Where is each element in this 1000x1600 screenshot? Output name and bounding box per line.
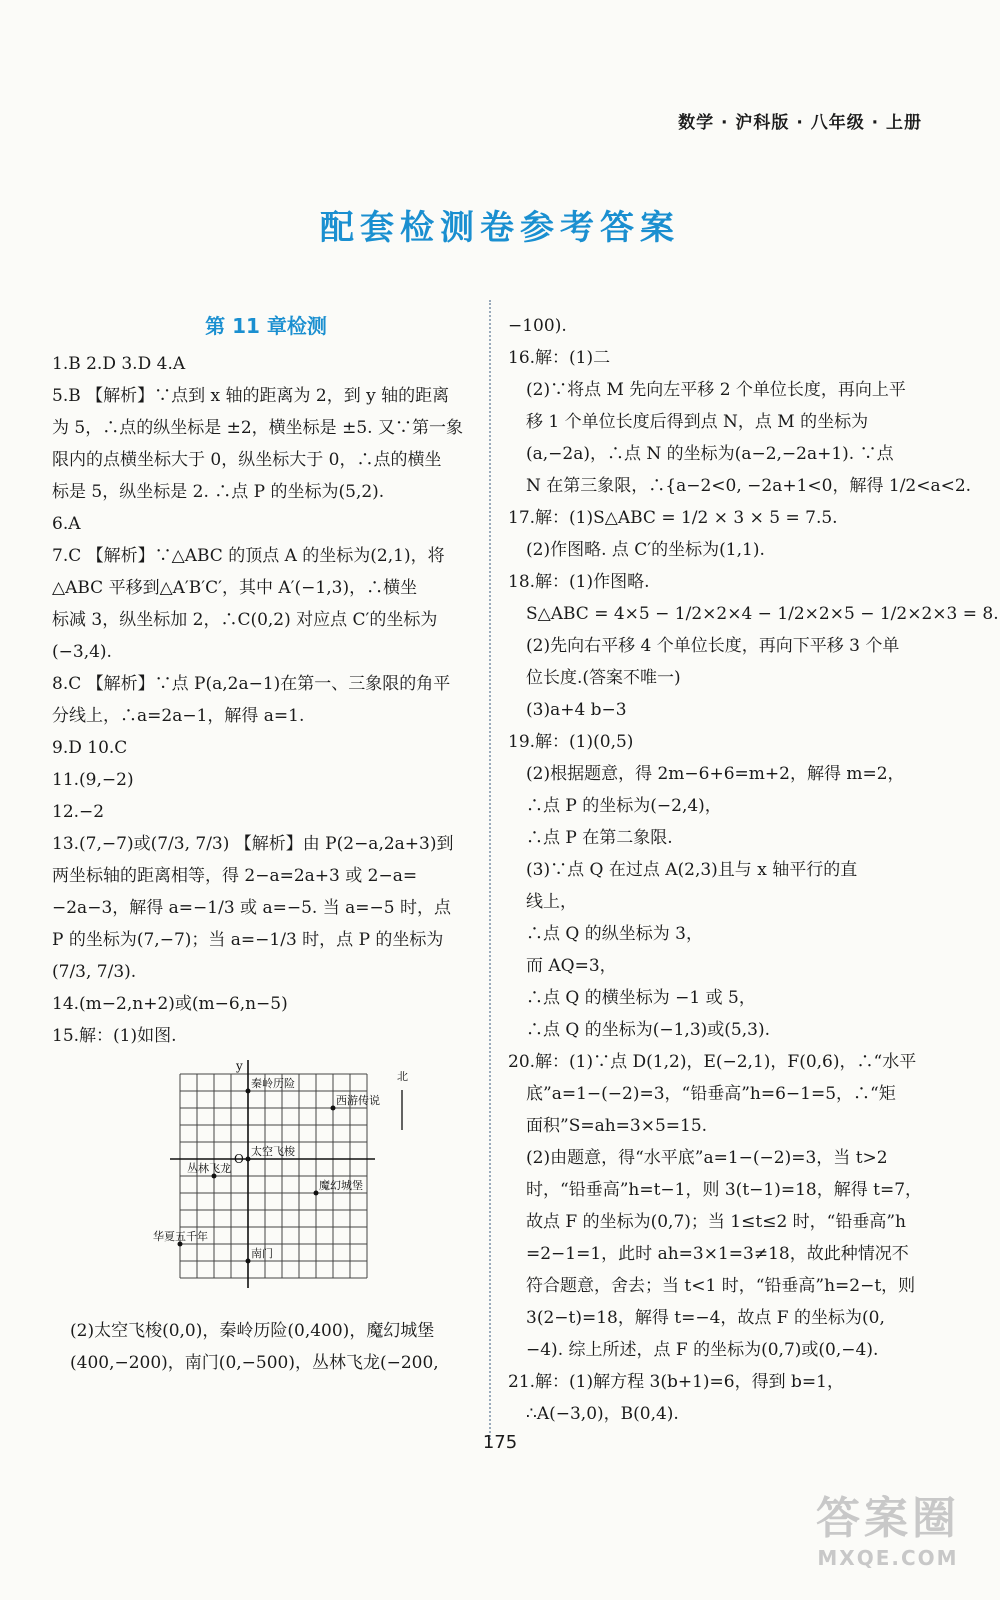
answer-line: 时，“铅垂高”h=t−1，则 3(t−1)=18，解得 t=7， bbox=[526, 1180, 923, 1200]
answer-line: 18.解：(1)作图略. bbox=[508, 572, 650, 592]
answer-line: ∴点 P 的坐标为(−2,4)， bbox=[526, 796, 722, 816]
place-point bbox=[246, 1157, 251, 1162]
answer-line: 20.解：(1)∵点 D(1,2)，E(−2,1)，F(0,6)，∴“水平 bbox=[508, 1052, 917, 1072]
left-answers-after-figure bbox=[52, 1315, 480, 1379]
watermark-logo: 答案圈 MXQE.COM bbox=[816, 1493, 960, 1570]
page-title: 配套检测卷参考答案 bbox=[320, 208, 680, 248]
answer-line: (2)太空飞梭(0,0)，秦岭历险(0,400)，魔幻城堡 bbox=[70, 1321, 435, 1341]
answer-line: ∴点 Q 的横坐标为 −1 或 5， bbox=[526, 988, 756, 1008]
answer-line: 位长度.(答案不唯一) bbox=[526, 668, 681, 688]
answer-line: (2)先向右平移 4 个单位长度，再向下平移 3 个单 bbox=[526, 636, 900, 656]
right-answers bbox=[508, 310, 999, 1430]
answer-line: N 在第三象限，∴{a−2<0, −2a+1<0，解得 1/2<a<2. bbox=[526, 476, 972, 496]
answer-line: (2)由题意，得“水平底”a=1−(−2)=3，当 t>2 bbox=[526, 1148, 888, 1168]
answer-line: −100). bbox=[508, 316, 567, 336]
y-axis-label: y bbox=[236, 1059, 243, 1073]
answer-line: 而 AQ=3， bbox=[526, 956, 617, 976]
place-point bbox=[314, 1191, 319, 1196]
answer-line: 5.B 【解析】∵点到 x 轴的距离为 2，到 y 轴的距离 bbox=[52, 386, 450, 406]
answer-line: 两坐标轴的距离相等，得 2−a=2a+3 或 2−a= bbox=[52, 866, 418, 886]
answer-line: P 的坐标为(7,−7)；当 a=−1/3 时，点 P 的坐标为 bbox=[52, 930, 444, 950]
answer-line: 为 5，∴点的纵坐标是 ±2，横坐标是 ±5. 又∵第一象 bbox=[52, 418, 463, 438]
place-label: 西游传说 bbox=[336, 1094, 380, 1107]
answer-line: 面积”S=ah=3×5=15. bbox=[526, 1116, 708, 1136]
left-answers bbox=[52, 348, 480, 1052]
answer-line: 分线上，∴a=2a−1，解得 a=1. bbox=[52, 706, 305, 726]
answer-line: (2)作图略. 点 C′的坐标为(1,1). bbox=[526, 540, 765, 560]
answer-line: 14.(m−2,n+2)或(m−6,n−5) bbox=[52, 994, 288, 1014]
answer-line: 线上， bbox=[526, 892, 577, 912]
answer-line: 标是 5，纵坐标是 2. ∴点 P 的坐标为(5,2). bbox=[52, 482, 385, 502]
answer-line: 底”a=1−(−2)=3，“铅垂高”h=6−1=5，∴“矩 bbox=[526, 1084, 896, 1104]
place-label: 丛林飞龙 bbox=[187, 1162, 231, 1175]
answer-line: 1.B 2.D 3.D 4.A bbox=[52, 354, 186, 374]
answer-line: 12.−2 bbox=[52, 802, 105, 822]
answer-line: 3(2−t)=18，解得 t=−4，故点 F 的坐标为(0, bbox=[526, 1308, 885, 1328]
answer-line: (3)∵点 Q 在过点 A(2,3)且与 x 轴平行的直 bbox=[526, 860, 858, 880]
answer-line: 7.C 【解析】∵△ABC 的顶点 A 的坐标为(2,1)，将 bbox=[52, 546, 445, 566]
answer-line: (2)∵将点 M 先向左平移 2 个单位长度，再向上平 bbox=[526, 380, 906, 400]
answer-line: −4). 综上所述，点 F 的坐标为(0,7)或(0,−4). bbox=[526, 1340, 879, 1360]
answer-line: 符合题意，舍去；当 t<1 时，“铅垂高”h=2−t，则 bbox=[526, 1276, 916, 1296]
answer-line: 15.解：(1)如图. bbox=[52, 1026, 177, 1046]
answer-line: 6.A bbox=[52, 514, 81, 534]
answer-line: 21.解：(1)解方程 3(b+1)=6，得到 b=1， bbox=[508, 1372, 844, 1392]
answer-line: 限内的点横坐标大于 0，纵坐标大于 0，∴点的横坐 bbox=[52, 450, 442, 470]
answer-line: −2a−3，解得 a=−1/3 或 a=−5. 当 a=−5 时，点 bbox=[52, 898, 451, 918]
answer-line: 移 1 个单位长度后得到点 N，点 M 的坐标为 bbox=[526, 412, 869, 432]
answer-line: 19.解：(1)(0,5) bbox=[508, 732, 634, 752]
north-label: 北 bbox=[397, 1070, 408, 1083]
page-number: 175 bbox=[482, 1432, 518, 1453]
place-label: 南门 bbox=[251, 1247, 273, 1260]
answer-line: 故点 F 的坐标为(0,7)；当 1≤t≤2 时，“铅垂高”h bbox=[526, 1212, 906, 1232]
origin-label: O bbox=[234, 1152, 244, 1166]
answer-line: ∴点 P 在第二象限. bbox=[526, 828, 673, 848]
place-point bbox=[331, 1106, 336, 1111]
answer-line: =2−1=1，此时 ah=3×1=3≠18，故此种情况不 bbox=[526, 1244, 909, 1264]
answer-line: 13.(7,−7)或(7/3, 7/3) 【解析】由 P(2−a,2a+3)到 bbox=[52, 834, 454, 854]
answer-line: 17.解：(1)S△ABC = 1/2 × 3 × 5 = 7.5. bbox=[508, 508, 838, 528]
answer-line: ∴A(−3,0)，B(0,4). bbox=[526, 1404, 679, 1424]
answer-line: S△ABC = 4×5 − 1/2×2×4 − 1/2×2×5 − 1/2×2×3 = 8. bbox=[526, 604, 999, 624]
answer-line: (a,−2a)，∴点 N 的坐标为(a−2,−2a+1). ∵点 bbox=[526, 444, 894, 464]
answer-line: ∴点 Q 的坐标为(−1,3)或(5,3). bbox=[526, 1020, 770, 1040]
right-column bbox=[508, 310, 999, 1430]
place-label: 魔幻城堡 bbox=[319, 1179, 363, 1192]
answer-line: (2)根据题意，得 2m−6+6=m+2，解得 m=2， bbox=[526, 764, 905, 784]
page-header: 数学 · 沪科版 · 八年级 · 上册 bbox=[678, 113, 922, 133]
place-label: 太空飞梭 bbox=[251, 1145, 295, 1158]
answer-line: 8.C 【解析】∵点 P(a,2a−1)在第一、三象限的角平 bbox=[52, 674, 451, 694]
place-point bbox=[246, 1259, 251, 1264]
column-divider bbox=[489, 300, 491, 1440]
answer-line: ∴点 Q 的纵坐标为 3， bbox=[526, 924, 703, 944]
answer-line: (−3,4). bbox=[52, 642, 112, 662]
answer-line: 标减 3，纵坐标加 2，∴C(0,2) 对应点 C′的坐标为 bbox=[52, 610, 438, 630]
answer-line: (3)a+4 b−3 bbox=[526, 700, 627, 720]
place-point bbox=[246, 1089, 251, 1094]
coordinate-grid-figure bbox=[153, 1059, 480, 1311]
answer-line: △ABC 平移到△A′B′C′，其中 A′(−1,3)，∴横坐 bbox=[52, 578, 418, 598]
park-grid bbox=[153, 1059, 470, 1300]
place-label: 秦岭历险 bbox=[251, 1077, 295, 1090]
section-title: 第 11 章检测 bbox=[205, 314, 327, 338]
answer-line: 11.(9,−2) bbox=[52, 770, 134, 790]
answer-line: 16.解：(1)二 bbox=[508, 348, 611, 368]
answer-line: 9.D 10.C bbox=[52, 738, 128, 758]
place-label: 华夏五千年 bbox=[153, 1230, 208, 1243]
answer-line: (7/3, 7/3). bbox=[52, 962, 137, 982]
answer-line: (400,−200)，南门(0,−500)，丛林飞龙(−200, bbox=[70, 1353, 439, 1373]
left-column bbox=[52, 310, 480, 1379]
